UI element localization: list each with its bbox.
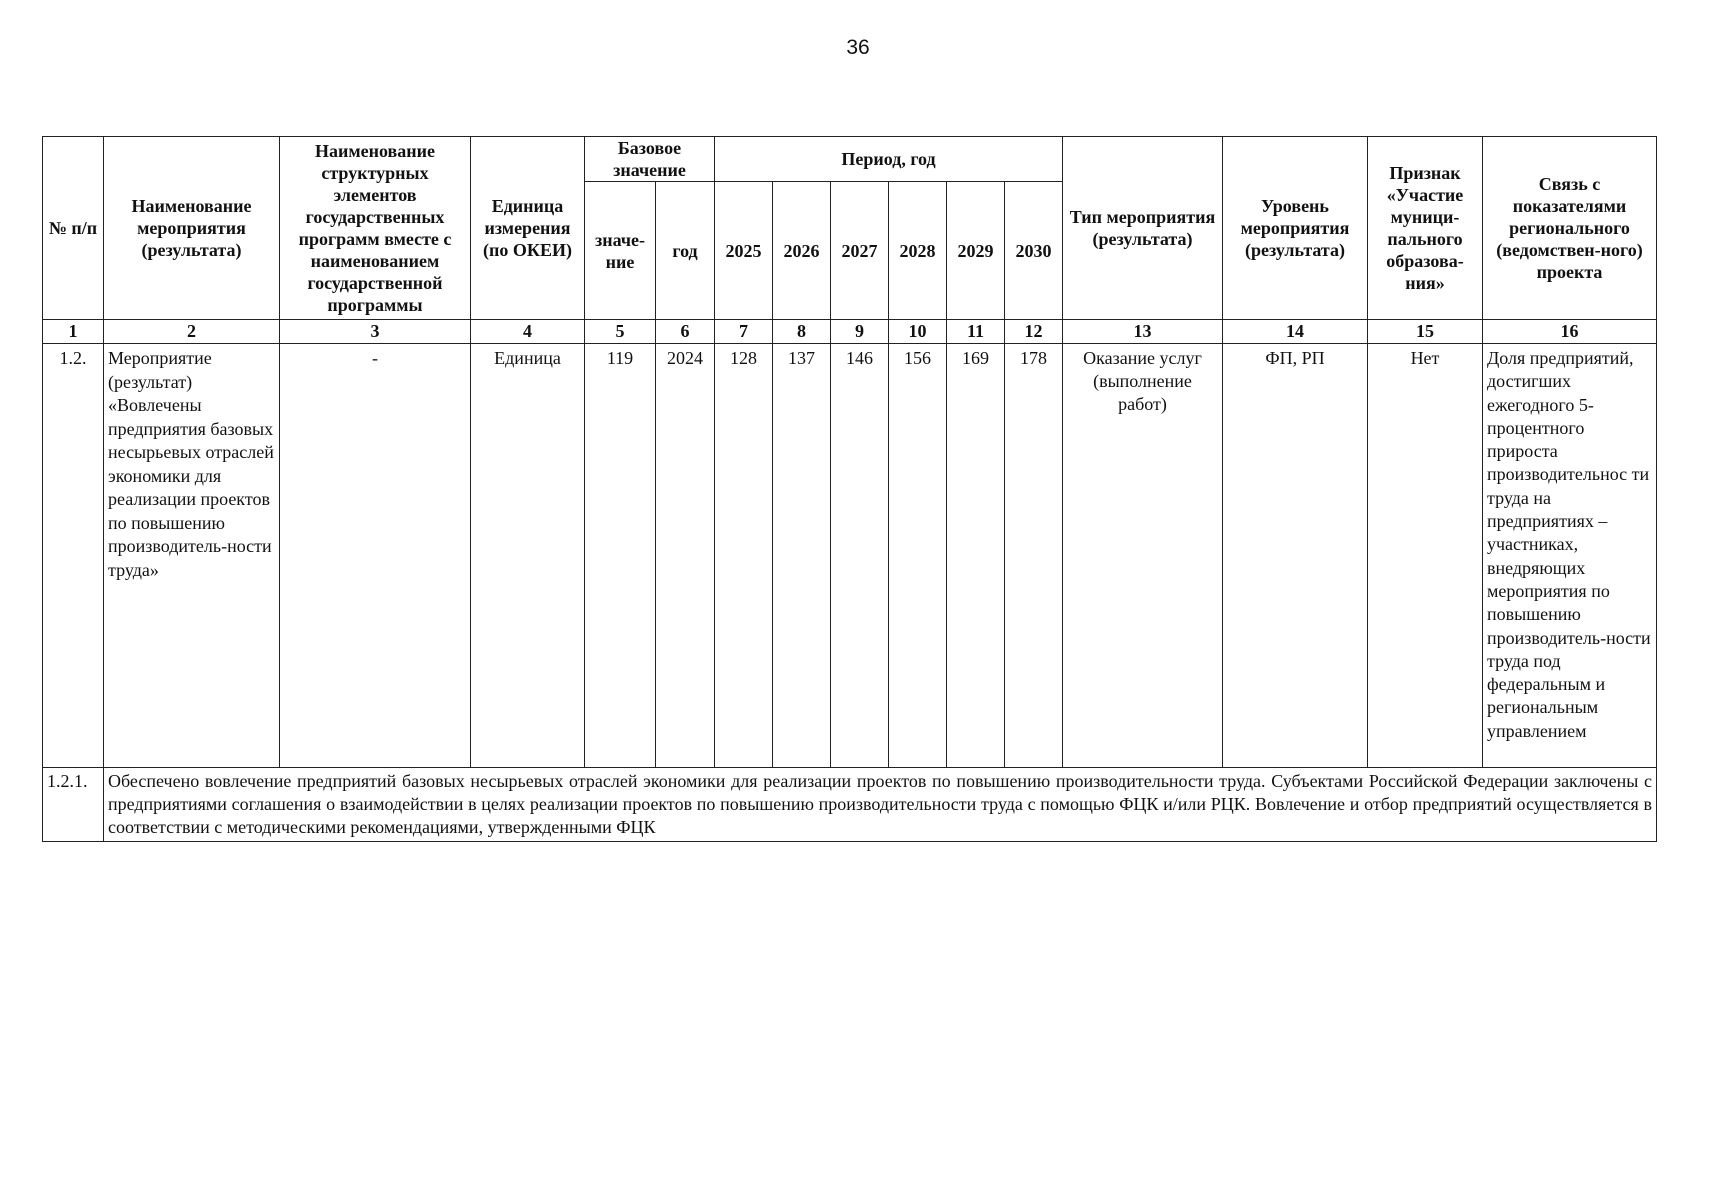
header-municipal-flag: Признак «Участие муници-пального образова-ния» [1368, 137, 1483, 320]
column-number: 10 [889, 320, 947, 344]
column-number: 14 [1223, 320, 1368, 344]
header-structural-elements: Наименование структурных элементов государственных программ вместе с наименованием государственной программы [280, 137, 471, 320]
row-value-2027: 146 [831, 344, 889, 768]
column-number: 8 [773, 320, 831, 344]
column-number-row [43, 320, 1657, 344]
row-value-2030: 178 [1005, 344, 1063, 768]
header-num: № п/п [43, 137, 104, 320]
header-year-2026: 2026 [773, 182, 831, 320]
row-base-value: 119 [585, 344, 656, 768]
header-unit: Единица измерения (по ОКЕИ) [471, 137, 585, 320]
header-base-year: год [656, 182, 715, 320]
row-activity-name: Мероприятие (результат) «Вовлечены предприятия базовых несырьевых отраслей экономики для реализации проектов по повышению производитель-ности труда» [104, 344, 280, 768]
row-base-year: 2024 [656, 344, 715, 768]
header-period-group: Период, год [715, 137, 1063, 182]
column-number: 7 [715, 320, 773, 344]
row-structural-elements: - [280, 344, 471, 768]
note-row [43, 768, 1657, 842]
row-activity-level: ФП, РП [1223, 344, 1368, 768]
column-number: 2 [104, 320, 280, 344]
page-number: 36 [846, 36, 870, 59]
header-base-group: Базовое значение [585, 137, 715, 182]
activities-table [42, 136, 1657, 842]
header-base-value: значе-ние [585, 182, 656, 320]
row-value-2026: 137 [773, 344, 831, 768]
column-number: 5 [585, 320, 656, 344]
header-row-top [43, 137, 1657, 182]
table-row [43, 344, 1657, 768]
row-value-2028: 156 [889, 344, 947, 768]
row-regional-link: Доля предприятий, достигших ежегодного 5-процентного прироста производительнос ти труда на предприятиях – участниках, внедряющих мероприятия по повышению производитель-ности труда под федеральным и региональным управлением [1483, 344, 1657, 768]
header-year-2029: 2029 [947, 182, 1005, 320]
row-activity-type: Оказание услуг (выполнение работ) [1063, 344, 1223, 768]
column-number: 11 [947, 320, 1005, 344]
column-number: 4 [471, 320, 585, 344]
header-year-2027: 2027 [831, 182, 889, 320]
column-number: 13 [1063, 320, 1223, 344]
row-unit: Единица [471, 344, 585, 768]
header-year-2030: 2030 [1005, 182, 1063, 320]
header-regional-link: Связь с показателями регионального (ведомствен-ного) проекта [1483, 137, 1657, 320]
row-value-2029: 169 [947, 344, 1005, 768]
header-activity-name: Наименование мероприятия (результата) [104, 137, 280, 320]
column-number: 1 [43, 320, 104, 344]
note-text: Обеспечено вовлечение предприятий базовых несырьевых отраслей экономики для реализации проектов по повышению производительности труда. Субъектами Российской Федерации заключены с предприятиями соглашения о взаимодействии в целях реализации проектов по повышению производительности труда с помощью ФЦК и/или РЦК. Вовлечение и отбор предприятий осуществляется в соответствии с методическими рекомендациями, утвержденными ФЦК [104, 768, 1657, 842]
header-activity-type: Тип мероприятия (результата) [1063, 137, 1223, 320]
note-num: 1.2.1. [43, 768, 104, 842]
header-year-2028: 2028 [889, 182, 947, 320]
row-municipal-flag: Нет [1368, 344, 1483, 768]
row-value-2025: 128 [715, 344, 773, 768]
column-number: 6 [656, 320, 715, 344]
column-number: 3 [280, 320, 471, 344]
column-number: 16 [1483, 320, 1657, 344]
column-number: 12 [1005, 320, 1063, 344]
column-number: 9 [831, 320, 889, 344]
row-num: 1.2. [43, 344, 104, 768]
header-year-2025: 2025 [715, 182, 773, 320]
column-number: 15 [1368, 320, 1483, 344]
header-activity-level: Уровень мероприятия (результата) [1223, 137, 1368, 320]
